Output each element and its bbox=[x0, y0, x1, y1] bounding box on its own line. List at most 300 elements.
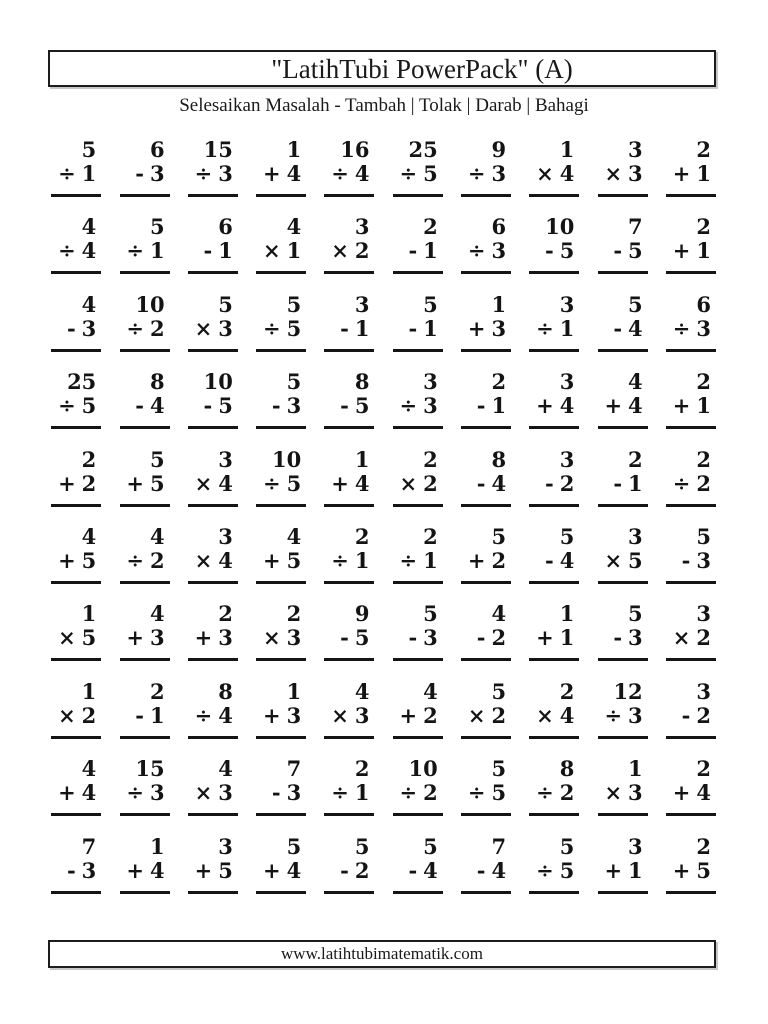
problem-top-operand: 5 bbox=[81, 137, 97, 162]
problem-bottom-operand: 2 bbox=[491, 547, 507, 573]
problem-bottom-line bbox=[536, 704, 579, 728]
problem-top-operand: 3 bbox=[559, 369, 575, 395]
problem-cell bbox=[101, 448, 169, 525]
answer-line bbox=[461, 426, 511, 429]
problem-top-operand: 2 bbox=[559, 678, 575, 704]
problem-bottom-operand: 3 bbox=[628, 702, 643, 728]
problem-bottom-operand: 1 bbox=[423, 238, 438, 264]
problem-operator: + bbox=[262, 161, 281, 186]
problem-cell bbox=[443, 293, 511, 370]
problem-bottom-line bbox=[673, 859, 716, 883]
answer-line bbox=[529, 349, 579, 352]
problem-bottom-operand: 2 bbox=[149, 315, 165, 341]
problem-operator: × bbox=[331, 702, 349, 728]
problem-cell bbox=[101, 757, 169, 834]
answer-line bbox=[120, 581, 170, 584]
problem-bottom-operand: 1 bbox=[354, 780, 370, 806]
answer-line bbox=[461, 813, 511, 816]
problem-top-operand: 2 bbox=[354, 523, 370, 549]
answer-line bbox=[51, 736, 101, 739]
answer-line bbox=[461, 349, 511, 352]
problem-bottom-operand: 2 bbox=[696, 470, 711, 496]
answer-line bbox=[666, 813, 716, 816]
problem-operator: + bbox=[126, 625, 144, 651]
problem-cell bbox=[443, 757, 511, 834]
problem-bottom-line bbox=[468, 549, 511, 573]
answer-line bbox=[188, 581, 238, 584]
problem-top-operand: 2 bbox=[696, 369, 711, 395]
problem-cell bbox=[579, 448, 647, 525]
problem-row bbox=[33, 680, 716, 757]
problem-cell bbox=[33, 835, 101, 912]
problem-operator: + bbox=[467, 547, 486, 573]
problem-bottom-line bbox=[58, 781, 101, 805]
problem-bottom-line bbox=[604, 549, 647, 573]
problem-cell bbox=[511, 757, 579, 834]
problem-operator: + bbox=[672, 238, 691, 264]
problem-bottom-line bbox=[195, 549, 238, 573]
problem-top-operand: 2 bbox=[696, 446, 711, 472]
problem-bottom-line bbox=[400, 162, 443, 186]
problem-operator: + bbox=[672, 780, 691, 806]
problem-cell bbox=[374, 602, 442, 679]
problem-bottom-line bbox=[545, 239, 579, 263]
problem-cell bbox=[511, 835, 579, 912]
problem-top-operand: 4 bbox=[354, 678, 370, 704]
problem-bottom-line bbox=[331, 549, 374, 573]
problem-cell bbox=[579, 757, 647, 834]
problem-row bbox=[33, 448, 716, 525]
problem-cell bbox=[443, 370, 511, 447]
problem-operator: + bbox=[331, 470, 349, 496]
problem-bottom-operand: 4 bbox=[559, 702, 575, 728]
answer-line bbox=[256, 504, 306, 507]
problem-bottom-line bbox=[340, 626, 374, 650]
answer-line bbox=[51, 504, 101, 507]
answer-line bbox=[393, 658, 443, 661]
problem-bottom-operand: 1 bbox=[491, 393, 507, 419]
problem-bottom-line bbox=[126, 549, 169, 573]
answer-line bbox=[393, 504, 443, 507]
problem-top-operand: 1 bbox=[149, 833, 165, 859]
problem-operator: - bbox=[66, 857, 76, 883]
problem-operator: - bbox=[681, 547, 691, 573]
problem-cell bbox=[579, 602, 647, 679]
answer-line bbox=[529, 271, 579, 274]
problem-cell bbox=[443, 680, 511, 757]
problem-bottom-operand: 3 bbox=[696, 315, 711, 341]
answer-line bbox=[188, 426, 238, 429]
problem-bottom-line bbox=[263, 626, 306, 650]
problem-top-operand: 3 bbox=[423, 369, 438, 395]
problem-operator: - bbox=[545, 547, 554, 573]
answer-line bbox=[120, 736, 170, 739]
problem-bottom-operand: 1 bbox=[149, 238, 165, 264]
problem-cell bbox=[238, 293, 306, 370]
problem-bottom-operand: 1 bbox=[81, 161, 97, 186]
answer-line bbox=[120, 658, 170, 661]
problem-bottom-operand: 5 bbox=[423, 161, 438, 186]
problem-cell bbox=[306, 680, 374, 757]
problem-bottom-line bbox=[195, 859, 238, 883]
problem-row bbox=[33, 757, 716, 834]
problem-bottom-operand: 4 bbox=[628, 393, 643, 419]
problem-cell bbox=[374, 370, 442, 447]
problem-top-operand: 2 bbox=[628, 446, 643, 472]
answer-line bbox=[393, 426, 443, 429]
problem-operator: × bbox=[194, 315, 213, 341]
problem-top-operand: 2 bbox=[696, 214, 711, 240]
problem-bottom-operand: 1 bbox=[354, 547, 370, 573]
problem-operator: + bbox=[126, 857, 144, 883]
problem-operator: × bbox=[194, 470, 213, 496]
problem-top-operand: 5 bbox=[559, 833, 575, 859]
problem-bottom-operand: 3 bbox=[218, 315, 233, 341]
problem-operator: + bbox=[399, 702, 418, 728]
answer-line bbox=[324, 504, 374, 507]
problem-cell bbox=[374, 680, 442, 757]
problem-bottom-line bbox=[195, 704, 238, 728]
problem-operator: ÷ bbox=[399, 161, 418, 186]
problem-bottom-operand: 4 bbox=[218, 702, 233, 728]
problem-bottom-operand: 4 bbox=[286, 161, 302, 186]
problem-top-operand: 2 bbox=[423, 523, 438, 549]
problem-bottom-line bbox=[477, 626, 511, 650]
problem-bottom-line bbox=[673, 472, 716, 496]
problem-cell bbox=[579, 293, 647, 370]
answer-line bbox=[393, 271, 443, 274]
problem-top-operand: 5 bbox=[423, 601, 438, 627]
answer-line bbox=[393, 891, 443, 894]
problem-top-operand: 3 bbox=[696, 601, 711, 627]
problem-bottom-line bbox=[126, 239, 169, 263]
problem-bottom-operand: 5 bbox=[628, 547, 643, 573]
problem-bottom-operand: 5 bbox=[559, 238, 575, 264]
problem-top-operand: 5 bbox=[491, 756, 507, 782]
problem-bottom-operand: 5 bbox=[81, 625, 97, 651]
answer-line bbox=[393, 349, 443, 352]
answer-line bbox=[666, 658, 716, 661]
title-box bbox=[48, 50, 716, 87]
problem-top-operand: 5 bbox=[149, 214, 165, 240]
problem-top-operand: 5 bbox=[559, 523, 575, 549]
problem-operator: + bbox=[126, 470, 144, 496]
problem-operator: + bbox=[58, 470, 76, 496]
problem-operator: ÷ bbox=[399, 393, 418, 419]
problem-top-operand: 16 bbox=[340, 137, 370, 162]
problem-top-operand: 1 bbox=[286, 137, 302, 162]
problem-operator: - bbox=[476, 857, 486, 883]
answer-line bbox=[598, 426, 648, 429]
problem-operator: - bbox=[271, 393, 281, 419]
problem-operator: ÷ bbox=[58, 238, 76, 264]
answer-line bbox=[529, 504, 579, 507]
problem-bottom-operand: 4 bbox=[628, 315, 643, 341]
answer-line bbox=[51, 426, 101, 429]
answer-line bbox=[598, 271, 648, 274]
problem-operator: × bbox=[536, 161, 554, 186]
problem-top-operand: 25 bbox=[408, 137, 438, 162]
problem-top-operand: 9 bbox=[354, 601, 370, 627]
problem-bottom-operand: 2 bbox=[491, 702, 507, 728]
answer-line bbox=[256, 736, 306, 739]
problem-operator: × bbox=[58, 625, 76, 651]
answer-line bbox=[598, 194, 648, 197]
answer-line bbox=[666, 349, 716, 352]
problem-bottom-line bbox=[272, 394, 306, 418]
problem-bottom-line bbox=[263, 704, 306, 728]
problem-top-operand: 10 bbox=[271, 446, 302, 472]
problem-operator: × bbox=[58, 702, 76, 728]
problem-cell bbox=[306, 525, 374, 602]
answer-line bbox=[529, 581, 579, 584]
problem-cell bbox=[579, 680, 647, 757]
problem-cell bbox=[101, 835, 169, 912]
problem-operator: ÷ bbox=[126, 238, 144, 264]
problem-cell bbox=[648, 680, 716, 757]
problem-cell bbox=[648, 215, 716, 292]
problem-bottom-operand: 3 bbox=[81, 315, 97, 341]
problem-bottom-operand: 4 bbox=[354, 161, 370, 186]
problem-cell bbox=[33, 602, 101, 679]
answer-line bbox=[529, 813, 579, 816]
problem-operator: ÷ bbox=[467, 780, 486, 806]
problem-bottom-operand: 3 bbox=[286, 625, 302, 651]
answer-line bbox=[256, 194, 306, 197]
problem-operator: ÷ bbox=[58, 393, 76, 419]
problem-cell bbox=[238, 138, 306, 215]
problem-bottom-line bbox=[331, 239, 374, 263]
answer-line bbox=[666, 194, 716, 197]
problem-bottom-line bbox=[135, 394, 169, 418]
problem-operator: - bbox=[408, 857, 418, 883]
problem-cell bbox=[33, 757, 101, 834]
answer-line bbox=[529, 194, 579, 197]
problem-operator: + bbox=[194, 857, 213, 883]
answer-line bbox=[51, 194, 101, 197]
problem-cell bbox=[579, 525, 647, 602]
answer-line bbox=[598, 581, 648, 584]
problem-operator: ÷ bbox=[399, 780, 418, 806]
problem-bottom-operand: 3 bbox=[149, 625, 165, 651]
answer-line bbox=[51, 891, 101, 894]
problem-bottom-line bbox=[331, 162, 374, 186]
problem-cell bbox=[306, 138, 374, 215]
problem-operator: - bbox=[408, 315, 418, 341]
answer-line bbox=[256, 891, 306, 894]
problem-bottom-operand: 2 bbox=[354, 857, 370, 883]
problem-operator: + bbox=[672, 161, 691, 186]
problem-bottom-operand: 3 bbox=[491, 238, 507, 264]
problem-cell bbox=[579, 215, 647, 292]
problem-bottom-line bbox=[477, 859, 511, 883]
problem-bottom-operand: 1 bbox=[559, 315, 575, 341]
answer-line bbox=[188, 658, 238, 661]
problem-cell bbox=[374, 215, 442, 292]
problem-top-operand: 7 bbox=[286, 756, 302, 782]
problem-bottom-line bbox=[126, 781, 169, 805]
problem-top-operand: 3 bbox=[218, 833, 233, 859]
problem-top-operand: 5 bbox=[423, 833, 438, 859]
problem-cell bbox=[101, 215, 169, 292]
problem-bottom-operand: 4 bbox=[81, 238, 97, 264]
problem-cell bbox=[170, 680, 238, 757]
problem-operator: - bbox=[476, 470, 486, 496]
problem-cell bbox=[443, 835, 511, 912]
problem-top-operand: 3 bbox=[559, 291, 575, 317]
problem-top-operand: 25 bbox=[67, 369, 97, 395]
answer-line bbox=[324, 813, 374, 816]
problem-bottom-line bbox=[263, 472, 306, 496]
problem-bottom-operand: 1 bbox=[696, 238, 711, 264]
problem-row bbox=[33, 370, 716, 447]
problem-cell bbox=[648, 757, 716, 834]
problem-bottom-line bbox=[604, 394, 647, 418]
problem-cell bbox=[648, 602, 716, 679]
problem-cell bbox=[648, 525, 716, 602]
problem-operator: ÷ bbox=[262, 315, 281, 341]
problem-bottom-operand: 3 bbox=[628, 625, 643, 651]
problem-cell bbox=[306, 215, 374, 292]
problem-operator: - bbox=[340, 315, 349, 341]
problem-bottom-line bbox=[58, 472, 101, 496]
answer-line bbox=[324, 271, 374, 274]
problem-operator: ÷ bbox=[467, 238, 486, 264]
problem-bottom-line bbox=[58, 704, 101, 728]
problem-bottom-operand: 4 bbox=[218, 470, 233, 496]
problem-top-operand: 15 bbox=[203, 137, 233, 162]
problem-bottom-operand: 1 bbox=[628, 857, 643, 883]
problem-top-operand: 5 bbox=[491, 523, 507, 549]
problem-bottom-operand: 2 bbox=[559, 470, 575, 496]
answer-line bbox=[256, 813, 306, 816]
problem-bottom-operand: 3 bbox=[286, 780, 302, 806]
problem-top-operand: 7 bbox=[81, 833, 97, 859]
problem-cell bbox=[101, 525, 169, 602]
problem-top-operand: 1 bbox=[286, 678, 302, 704]
problem-operator: × bbox=[604, 547, 623, 573]
answer-line bbox=[324, 581, 374, 584]
answer-line bbox=[324, 658, 374, 661]
problem-bottom-operand: 1 bbox=[423, 315, 438, 341]
problem-bottom-operand: 4 bbox=[696, 780, 711, 806]
problem-bottom-operand: 4 bbox=[491, 470, 507, 496]
answer-line bbox=[598, 813, 648, 816]
problem-bottom-line bbox=[58, 549, 101, 573]
problem-bottom-line bbox=[477, 394, 511, 418]
problem-top-operand: 8 bbox=[559, 756, 575, 782]
problem-bottom-operand: 3 bbox=[491, 161, 507, 186]
problem-bottom-operand: 5 bbox=[354, 625, 370, 651]
problem-top-operand: 5 bbox=[149, 446, 165, 472]
problem-operator: + bbox=[58, 780, 76, 806]
problem-bottom-line bbox=[468, 704, 511, 728]
answer-line bbox=[598, 736, 648, 739]
problem-top-operand: 3 bbox=[628, 137, 643, 162]
problem-top-operand: 5 bbox=[423, 291, 438, 317]
problem-bottom-line bbox=[400, 704, 443, 728]
problem-operator: - bbox=[135, 393, 144, 419]
problem-top-operand: 4 bbox=[628, 369, 643, 395]
problem-top-operand: 4 bbox=[286, 523, 302, 549]
problem-bottom-operand: 2 bbox=[149, 547, 165, 573]
problem-row bbox=[33, 138, 716, 215]
problem-operator: ÷ bbox=[262, 470, 281, 496]
problem-bottom-line bbox=[613, 472, 647, 496]
problem-operator: ÷ bbox=[467, 161, 486, 186]
answer-line bbox=[51, 349, 101, 352]
problem-operator: ÷ bbox=[194, 702, 213, 728]
problem-cell bbox=[374, 448, 442, 525]
answer-line bbox=[120, 891, 170, 894]
problem-operator: ÷ bbox=[331, 780, 349, 806]
answer-line bbox=[51, 813, 101, 816]
problem-bottom-line bbox=[604, 859, 647, 883]
problem-operator: + bbox=[604, 857, 623, 883]
problem-bottom-line bbox=[536, 317, 579, 341]
problem-top-operand: 2 bbox=[81, 446, 97, 472]
problem-cell bbox=[33, 370, 101, 447]
problem-cell bbox=[170, 757, 238, 834]
problem-operator: - bbox=[408, 625, 418, 651]
problem-cell bbox=[374, 757, 442, 834]
problem-bottom-operand: 2 bbox=[696, 702, 711, 728]
problem-cell bbox=[101, 370, 169, 447]
problem-bottom-line bbox=[613, 626, 647, 650]
problem-cell bbox=[170, 138, 238, 215]
answer-line bbox=[120, 349, 170, 352]
answer-line bbox=[529, 426, 579, 429]
problem-cell bbox=[306, 757, 374, 834]
problem-row bbox=[33, 835, 716, 912]
problem-bottom-line bbox=[468, 162, 511, 186]
problem-cell bbox=[238, 525, 306, 602]
problem-operator: ÷ bbox=[604, 702, 623, 728]
problem-cell bbox=[238, 370, 306, 447]
problem-top-operand: 4 bbox=[286, 214, 302, 240]
problem-top-operand: 3 bbox=[559, 446, 575, 472]
problem-bottom-line bbox=[135, 162, 169, 186]
footer-url: www.latihtubimatematik.com bbox=[281, 944, 483, 963]
problem-top-operand: 4 bbox=[81, 291, 97, 317]
problem-top-operand: 3 bbox=[354, 214, 370, 240]
problem-operator: ÷ bbox=[331, 547, 349, 573]
problems-grid bbox=[33, 138, 716, 912]
problem-bottom-operand: 1 bbox=[559, 625, 575, 651]
problem-bottom-line bbox=[673, 239, 716, 263]
problem-bottom-line bbox=[331, 472, 374, 496]
problem-cell bbox=[33, 448, 101, 525]
problem-top-operand: 5 bbox=[286, 369, 302, 395]
problem-cell bbox=[306, 448, 374, 525]
problem-bottom-operand: 3 bbox=[286, 393, 302, 419]
problem-cell bbox=[238, 680, 306, 757]
problem-bottom-line bbox=[331, 781, 374, 805]
problem-bottom-operand: 3 bbox=[423, 393, 438, 419]
problem-bottom-line bbox=[673, 394, 716, 418]
answer-line bbox=[598, 504, 648, 507]
problem-top-operand: 8 bbox=[149, 369, 165, 395]
problem-top-operand: 2 bbox=[423, 214, 438, 240]
problem-top-operand: 4 bbox=[81, 214, 97, 240]
problem-cell bbox=[648, 138, 716, 215]
problem-cell bbox=[306, 370, 374, 447]
problem-cell bbox=[101, 680, 169, 757]
problem-bottom-operand: 4 bbox=[81, 780, 97, 806]
problem-bottom-line bbox=[400, 472, 443, 496]
problem-bottom-line bbox=[204, 394, 238, 418]
problem-top-operand: 6 bbox=[696, 291, 711, 317]
